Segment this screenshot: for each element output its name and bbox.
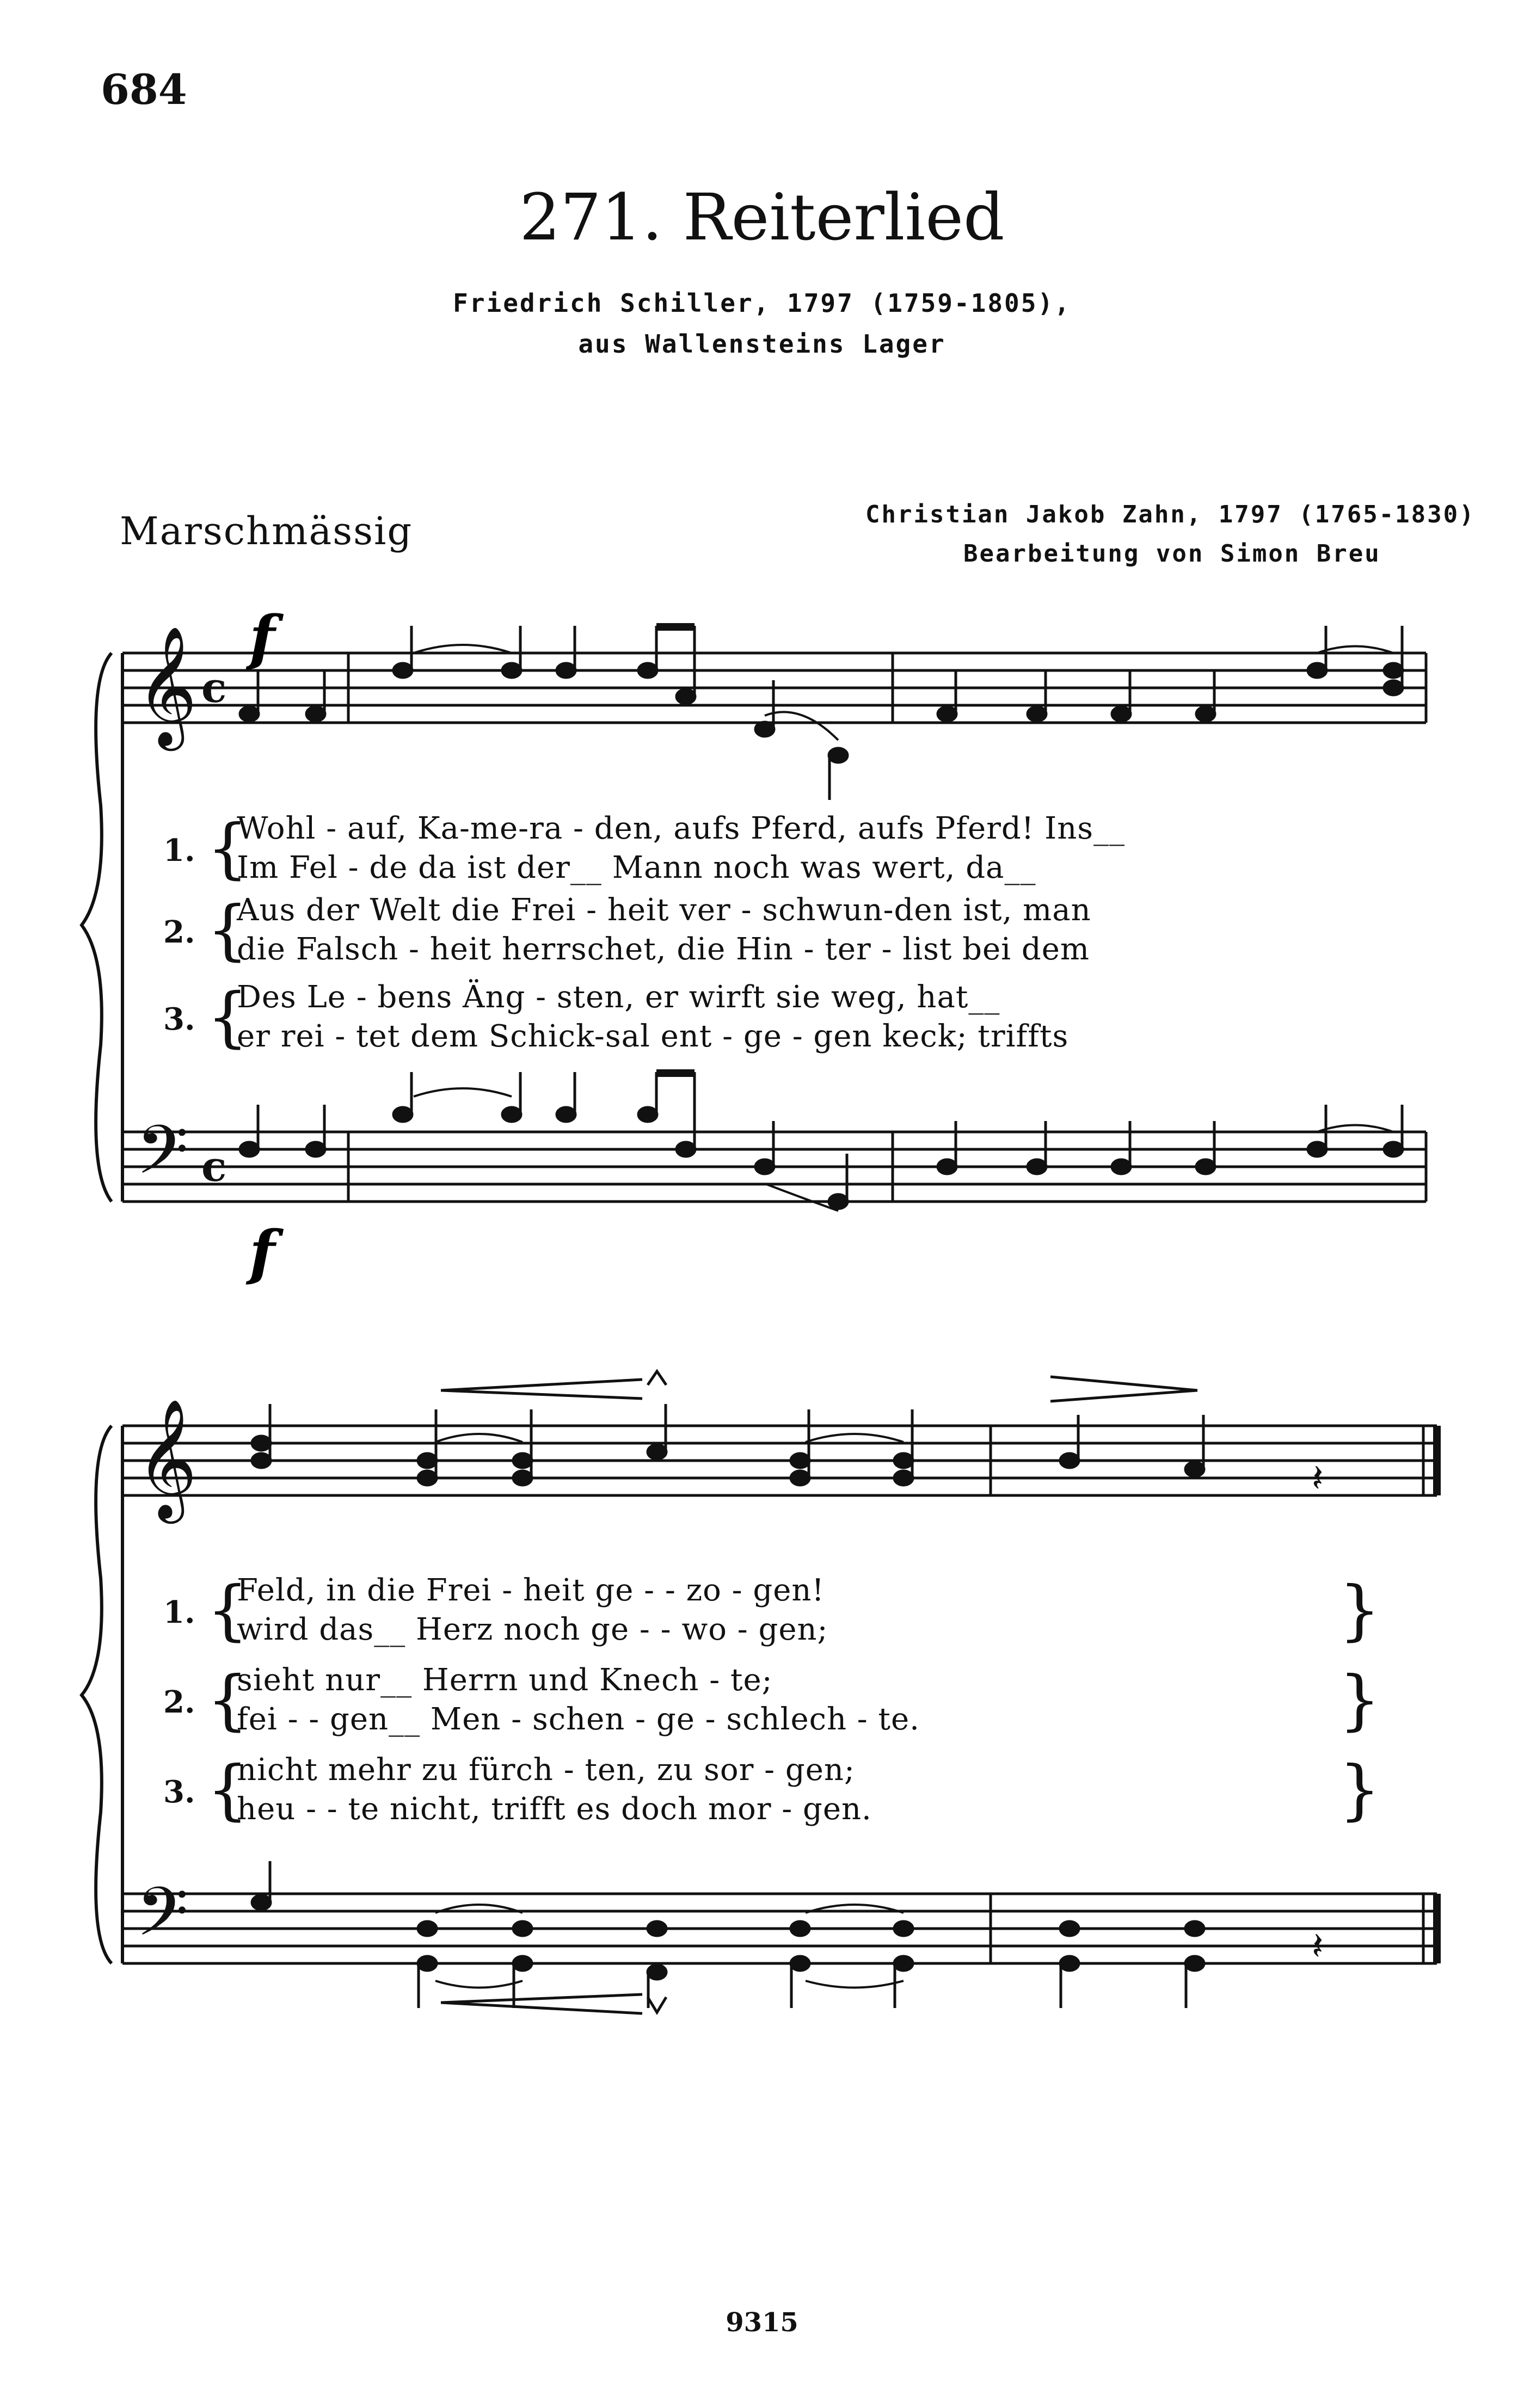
lyric-line: Wohl - auf, Ka-me-ra - den, aufs Pferd, aufs Pferd! Ins__ xyxy=(237,811,1125,846)
stanza-number: 1. xyxy=(163,833,195,869)
song-title: 271. Reiterlied xyxy=(519,180,1005,255)
common-time-icon: c xyxy=(201,663,227,712)
stanza-number: 3. xyxy=(163,1774,195,1810)
svg-text:𝄽: 𝄽 xyxy=(1312,1924,1324,1968)
treble-dynamic-forte: f xyxy=(249,602,275,673)
system1-stanza-3: 3. { Des Le - bens Äng - sten, er wirft sie weg, hat__ er rei - tet dem Schick-sal ent - ge - gen keck; triffts xyxy=(163,980,1069,1055)
lyric-line: Im Fel - de da ist der__ Mann noch was wert, da__ xyxy=(237,850,1036,885)
system2-bass-staff xyxy=(122,1894,1437,1963)
system2-bass-notes xyxy=(252,1861,1204,2008)
system2-stanza-2: 2. { sieht nur__ Herrn und Knech - te; fei - - gen__ Men - schen - ge - schlech - te. } xyxy=(163,1662,1381,1738)
text-author-credit: Friedrich Schiller, 1797 (1759-1805), xyxy=(453,288,1071,318)
bass-clef-icon: 𝄢 xyxy=(136,1111,189,1206)
lyric-line: wird das__ Herz noch ge - - wo - gen; xyxy=(237,1612,828,1647)
svg-text:c: c xyxy=(201,1142,227,1191)
system2-stanza-1: 1. { Feld, in die Frei - heit ge - - zo - gen! wird das__ Herz noch ge - - wo - gen; } xyxy=(163,1573,1381,1648)
lyric-line: Aus der Welt die Frei - heit ver - schwun-den ist, man xyxy=(237,892,1091,928)
svg-text:𝄞: 𝄞 xyxy=(136,1398,198,1518)
system1-stanza-1: 1. { Wohl - auf, Ka-me-ra - den, aufs Pferd, aufs Pferd! Ins__ Im Fel - de da ist der__ Mann noch was wert, da__ xyxy=(163,811,1125,886)
stanza-number: 1. xyxy=(163,1594,195,1630)
system1-lyrics xyxy=(163,811,1437,1061)
page-number: 684 xyxy=(101,65,187,114)
lyric-line: fei - - gen__ Men - schen - ge - schlech - te. xyxy=(237,1702,920,1737)
lyric-line: die Falsch - heit herrschet, die Hin - ter - list bei dem xyxy=(237,932,1090,967)
bass-dynamic-forte: f xyxy=(249,1217,275,1288)
arranger-credit: Bearbeitung von Simon Breu xyxy=(963,540,1381,568)
system1-stanza-2: 2. { Aus der Welt die Frei - heit ver - schwun-den ist, man die Falsch - heit herrschet, die Hin - ter - list bei dem xyxy=(163,892,1091,968)
text-source-credit: aus Wallensteins Lager xyxy=(578,329,946,359)
lyric-line: Feld, in die Frei - heit ge - - zo - gen! xyxy=(237,1573,825,1608)
tempo-marking: Marschmässig xyxy=(120,509,413,553)
system1-bass-notes xyxy=(240,1072,1403,1209)
stanza-number: 2. xyxy=(163,1684,195,1720)
stanza-number: 2. xyxy=(163,914,195,950)
composer-credit: Christian Jakob Zahn, 1797 (1765-1830) xyxy=(865,501,1476,528)
system2-treble-staff xyxy=(122,1426,1437,1495)
lyric-line: er rei - tet dem Schick-sal ent - ge - gen keck; triffts xyxy=(237,1019,1069,1054)
system2-stanza-3: 3. { nicht mehr zu fürch - ten, zu sor - gen; heu - - te nicht, trifft es doch mor - gen. } xyxy=(163,1752,1381,1828)
lyric-line: Des Le - bens Äng - sten, er wirft sie weg, hat__ xyxy=(237,980,1000,1015)
lyric-line: heu - - te nicht, trifft es doch mor - gen. xyxy=(237,1791,872,1827)
svg-text:𝄢: 𝄢 xyxy=(136,1873,189,1968)
system2-lyrics xyxy=(163,1573,1437,1839)
treble-clef-icon: 𝄞 xyxy=(136,625,198,746)
svg-text:𝄽: 𝄽 xyxy=(1312,1456,1324,1500)
lyric-line: nicht mehr zu fürch - ten, zu sor - gen; xyxy=(237,1752,855,1788)
stanza-number: 3. xyxy=(163,1001,195,1037)
plate-number: 9315 xyxy=(726,2307,798,2338)
lyric-line: sieht nur__ Herrn und Knech - te; xyxy=(237,1662,773,1698)
